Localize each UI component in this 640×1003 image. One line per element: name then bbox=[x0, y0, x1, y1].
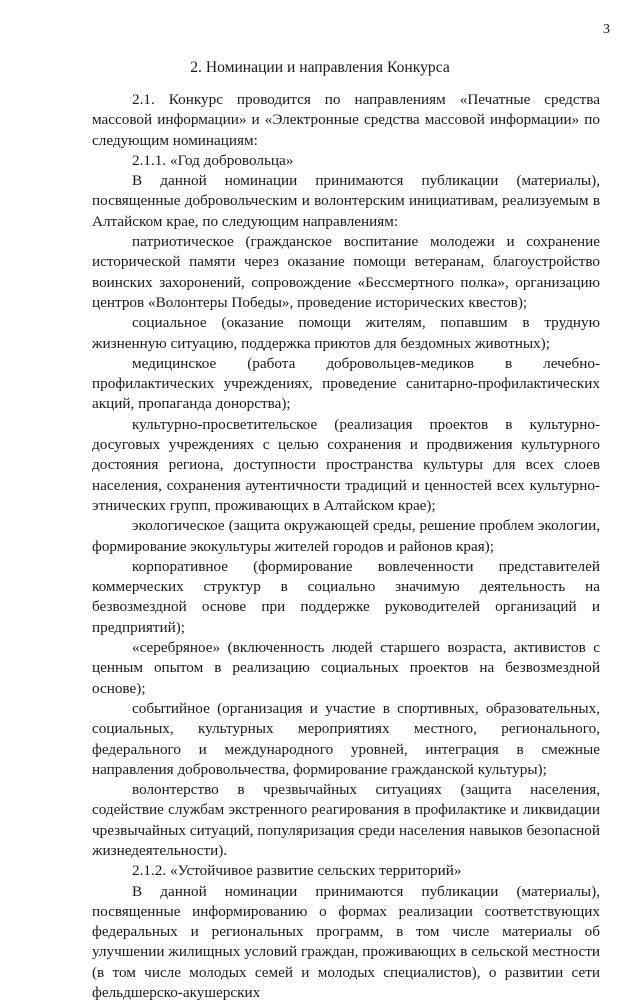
section-title: 2. Номинации и направления Конкурса bbox=[190, 59, 450, 76]
list-item-ecological: экологическое (защита окружающей среды, решение проблем экологии, формирование экокультуры жителей городов и районов края); bbox=[92, 517, 600, 555]
list-item-silver: «серебряное» (включенность людей старшего возраста, активистов с ценным опытом в реализацию социальных проектов на безвозмездной основе); bbox=[92, 639, 600, 697]
document-body bbox=[92, 90, 600, 1003]
page-number: 3 bbox=[603, 22, 610, 37]
paragraph-2-1: 2.1. Конкурс проводится по направлениям «Печатные средства массовой информации» и «Электронные средства массовой информации» по следующим номинациям: bbox=[92, 91, 600, 149]
heading-2-1-2: 2.1.2. «Устойчивое развитие сельских территорий» bbox=[132, 862, 462, 880]
list-item-event: событийное (организация и участие в спортивных, образовательных, социальных, культурных мероприятиях местного, регионального, федерального и международного уровней, интеграция в смежные направления добровольчества, формирование гражданской культуры); bbox=[92, 699, 600, 778]
list-item-corporate: корпоративное (формирование вовлеченности представителей коммерческих структур в социально значимую деятельность на безвозмездной основе при поддержке руководителей организаций и предприятий); bbox=[92, 557, 600, 636]
list-item-medical: медицинское (работа добровольцев-медиков в лечебно-профилактических учреждениях, проведение санитарно-профилактических акций, пропаганда донорства); bbox=[92, 354, 600, 413]
list-item-social: социальное (оказание помощи жителям, попавшим в трудную жизненную ситуацию, поддержка приютов для бездомных животных); bbox=[92, 314, 600, 352]
paragraph-rural-intro: В данной номинации принимаются публикации (материалы), посвященные информированию о формах реализации соответствующих федеральных и региональных программ, в том числе материалы об улучшении жилищных условий граждан, проживающих в сельской местности (в том числе молодых семей и молодых специалистов), о развитии сети фельдшерско-акушерских bbox=[92, 882, 600, 1002]
list-item-cultural: культурно-просветительское (реализация проектов в культурно-досуговых учреждениях с целью сохранения и продвижения культурного достояния региона, доступности пространства культуры для всех слоев населения, сохранения аутентичности традиций и ценностей всех культурно-этнических групп, проживающих в Алтайском крае); bbox=[92, 415, 600, 514]
list-item-emergency: волонтерство в чрезвычайных ситуациях (защита населения, содействие службам экстренного реагирования в профилактике и ликвидации чрезвычайных ситуаций, популяризация среди населения навыков безопасной жизнедеятельности). bbox=[92, 781, 600, 859]
heading-2-1-1: 2.1.1. «Год добровольца» bbox=[132, 151, 294, 169]
paragraph-nomination-intro: В данной номинации принимаются публикации (материалы), посвященные добровольческим и волонтерским инициативам, реализуемым в Алтайском крае, по следующим направлениям: bbox=[92, 172, 600, 230]
list-item-patriotic: патриотическое (гражданское воспитание молодежи и сохранение исторической памяти через оказание помощи ветеранам, благоустройство воинских захоронений, сопровождение «Бессмертного полка», организацию центров «Волонтеры Победы», проведение исторических квестов); bbox=[92, 233, 600, 311]
